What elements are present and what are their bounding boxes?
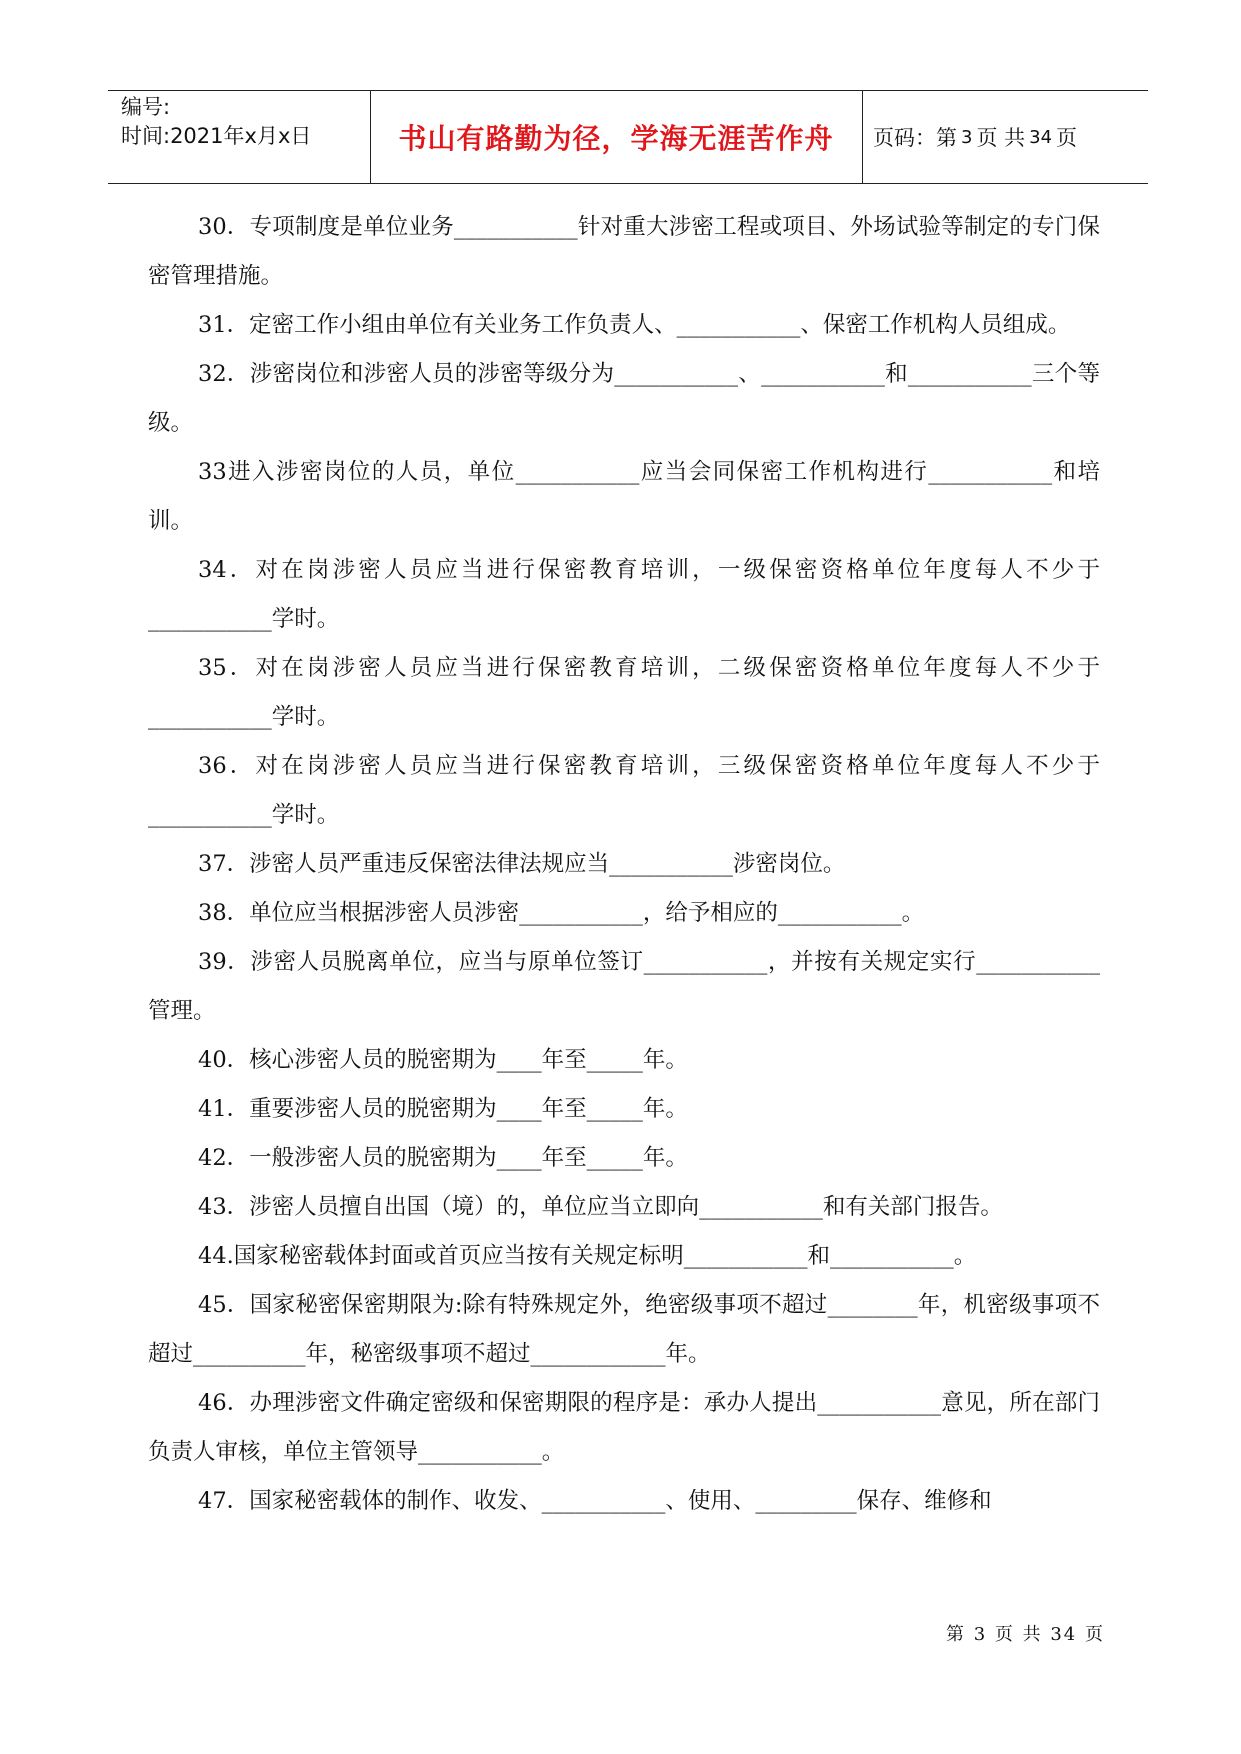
header-meta bbox=[121, 93, 376, 151]
question-35: 35．对在岗涉密人员应当进行保密教育培训，二级保密资格单位年度每人不少于___________学时。 bbox=[148, 655, 1100, 730]
question-30: 30．专项制度是单位业务___________针对重大涉密工程或项目、外场试验等制定的专门保密管理措施。 bbox=[148, 214, 1100, 289]
page-suffix: 页 bbox=[1056, 126, 1078, 150]
question-36: 36．对在岗涉密人员应当进行保密教育培训，三级保密资格单位年度每人不少于___________学时。 bbox=[148, 753, 1100, 828]
question-47: 47．国家秘密载体的制作、收发、___________、使用、_________保存、维修和 bbox=[198, 1488, 992, 1514]
question-31: 31．定密工作小组由单位有关业务工作负责人、___________、保密工作机构人员组成。 bbox=[198, 312, 1071, 338]
question-43: 43．涉密人员擅自出国（境）的，单位应当立即向___________和有关部门报告。 bbox=[198, 1194, 1003, 1220]
question-44: 44.国家秘密载体封面或首页应当按有关规定标明___________和___________。 bbox=[198, 1243, 977, 1269]
header-divider-right bbox=[862, 91, 863, 183]
question-40: 40．核心涉密人员的脱密期为____年至_____年。 bbox=[198, 1047, 688, 1073]
header-motto: 书山有路勤为径，学海无涯苦作舟 bbox=[398, 122, 834, 155]
question-41: 41．重要涉密人员的脱密期为____年至_____年。 bbox=[198, 1096, 688, 1122]
question-45: 45．国家秘密保密期限为:除有特殊规定外，绝密级事项不超过________年，机密级事项不超过__________年，秘密级事项不超过____________年。 bbox=[148, 1292, 1100, 1367]
document-number-label: 编号: bbox=[121, 95, 171, 119]
question-39: 39．涉密人员脱离单位，应当与原单位签订___________，并按有关规定实行___________管理。 bbox=[148, 949, 1100, 1024]
question-32: 32．涉密岗位和涉密人员的涉密等级分为___________、___________和___________三个等级。 bbox=[148, 361, 1100, 436]
page-middle: 页 共 bbox=[976, 126, 1026, 150]
page-total-number: 34 bbox=[1029, 126, 1053, 148]
page-current-number: 3 bbox=[961, 126, 973, 148]
page-prefix: 页码：第 bbox=[873, 126, 957, 150]
document-header bbox=[108, 90, 1148, 184]
question-42: 42．一般涉密人员的脱密期为____年至_____年。 bbox=[198, 1145, 688, 1171]
document-time-label: 时间:2021年x月x日 bbox=[121, 124, 312, 148]
page-footer: 第 3 页 共 34 页 bbox=[946, 1624, 1105, 1645]
question-46: 46．办理涉密文件确定密级和保密期限的程序是：承办人提出___________意见，所在部门负责人审核，单位主管领导___________。 bbox=[148, 1390, 1100, 1465]
question-list bbox=[148, 203, 1100, 1526]
question-33: 33进入涉密岗位的人员，单位___________应当会同保密工作机构进行___________和培训。 bbox=[148, 459, 1100, 534]
question-34: 34．对在岗涉密人员应当进行保密教育培训，一级保密资格单位年度每人不少于___________学时。 bbox=[148, 557, 1100, 632]
question-37: 37．涉密人员严重违反保密法律法规应当___________涉密岗位。 bbox=[198, 851, 846, 877]
question-38: 38．单位应当根据涉密人员涉密___________，给予相应的___________。 bbox=[198, 900, 925, 926]
header-page-indicator bbox=[873, 91, 1077, 183]
